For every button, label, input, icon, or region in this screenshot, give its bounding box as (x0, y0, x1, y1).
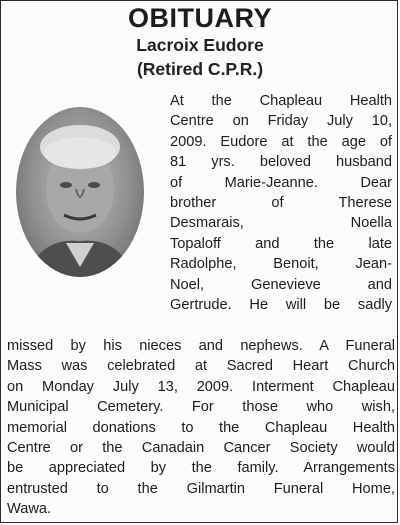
text-line: 81 yrs. beloved husband (170, 154, 392, 171)
text-line: Wawa. (7, 501, 52, 518)
portrait-photo-icon (16, 107, 144, 277)
text-line: Topaloff and the late (170, 235, 392, 252)
text-line: Desmarais, Noella (170, 215, 392, 232)
text-line: missed by his nieces and nephews. A Funeral (7, 338, 395, 354)
text-line: entrusted to the Gilmartin Funeral Home, (7, 480, 395, 497)
text-line: of Marie-Jeanne. Dear (170, 174, 392, 191)
page-title: OBITUARY (128, 3, 272, 33)
deceased-subtitle: (Retired C.P.R.) (136, 59, 264, 79)
obituary-text-full-width (7, 336, 395, 520)
text-line: brother of Therese (170, 195, 392, 212)
text-line: Gertrude. He will be sadly (170, 297, 392, 314)
deceased-name: Lacroix Eudore (136, 35, 264, 55)
text-line: Centre or the Canadain Cancer Society would (7, 440, 395, 457)
text-line: memorial donations to the Chapleau Health (7, 419, 395, 436)
text-line: At the Chapleau Health (170, 93, 392, 109)
obituary-text-right-column (170, 91, 392, 315)
text-line: Municipal Cemetery. For those who wish, (7, 399, 395, 416)
text-line: 2009. Eudore at the age of (170, 133, 392, 150)
text-line: on Monday July 13, 2009. Interment Chapleau (7, 378, 395, 395)
text-line: Centre on Friday July 10, (170, 113, 392, 130)
text-line: Radolphe, Benoit, Jean- (170, 256, 392, 273)
text-line: Mass was celebrated at Sacred Heart Church (7, 358, 395, 375)
text-line: Noel, Genevieve and (170, 276, 392, 293)
text-line: be appreciated by the family. Arrangements (7, 460, 395, 477)
